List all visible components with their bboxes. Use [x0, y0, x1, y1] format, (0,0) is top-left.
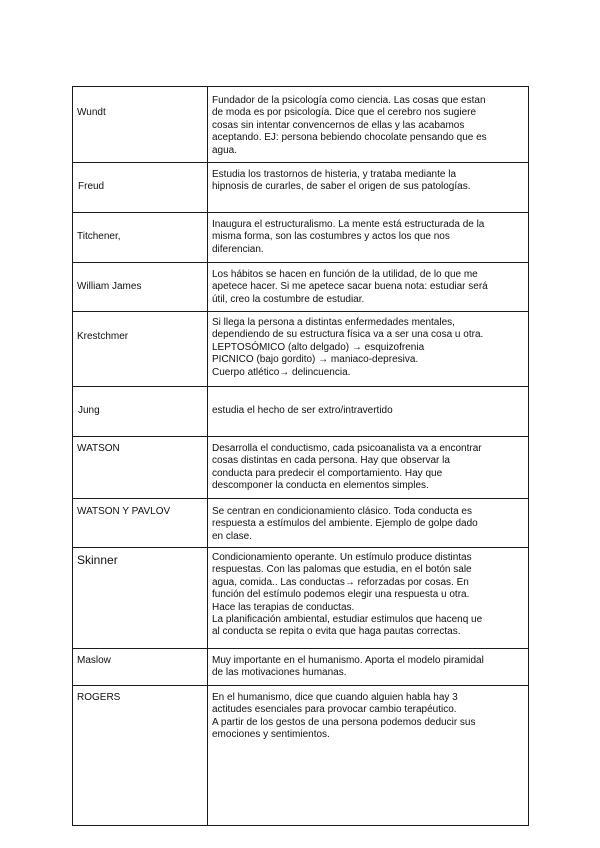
table-row	[73, 499, 529, 548]
description-line: agua.	[212, 144, 238, 156]
author-name: Jung	[78, 405, 100, 416]
description-line: PICNICO (bajo gordito) → maniaco-depresiva.	[212, 354, 419, 366]
name-cell	[73, 213, 208, 263]
description-line: función del estímulo podemos elegir una respuesta u otra.	[212, 589, 470, 601]
name-cell	[73, 548, 208, 649]
table-row	[73, 548, 529, 649]
name-cell	[73, 263, 208, 312]
description-cell	[208, 548, 529, 649]
description-line: Los hábitos se hacen en función de la utilidad, de lo que me	[212, 269, 478, 280]
description-line: En el humanismo, dice que cuando alguien habla hay 3	[212, 692, 458, 703]
author-name: Freud	[78, 181, 105, 192]
description-line: de las motivaciones humanas.	[212, 667, 347, 679]
table-row	[73, 87, 529, 163]
description-cell	[208, 387, 529, 437]
description-line: Se centran en condicionamiento clásico. Toda conducta es	[212, 506, 472, 517]
description-line: Si llega la persona a distintas enfermedades mentales,	[212, 317, 455, 328]
description-cell	[208, 649, 529, 686]
description-line: Condicionamiento operante. Un estímulo produce distintas	[212, 552, 472, 563]
description-line: dependiendo de su estructura física va a ser una cosa u otra.	[212, 329, 484, 341]
table-row	[73, 163, 529, 213]
description-line: conducta para predecir el comportamiento. Hay que	[212, 467, 443, 479]
description-line: A partir de los gestos de una persona podemos deducir sus	[212, 716, 476, 728]
description-line: descomponer la conducta en elementos simples.	[212, 480, 429, 492]
description-line: útil, creo la costumbre de estudiar.	[212, 293, 365, 305]
description-line: de moda es por psicología. Dice que el cerebro nos sugiere	[212, 107, 477, 119]
author-name: WATSON	[77, 443, 120, 454]
author-name: Titchener,	[77, 231, 121, 242]
description-cell	[208, 87, 529, 163]
name-cell	[73, 163, 208, 213]
table-row	[73, 649, 529, 686]
table-row	[73, 437, 529, 499]
description-cell	[208, 312, 529, 387]
author-name: William James	[77, 281, 142, 292]
description-cell	[208, 163, 529, 213]
description-line: Hace las terapias de conductas.	[212, 601, 355, 613]
description-line: cosas distintas en cada persona. Hay que observar la	[212, 455, 450, 467]
description-line: actitudes esenciales para provocar cambio terapéutico.	[212, 704, 457, 716]
description-line: Desarrolla el conductismo, cada psicoanalista va a encontrar	[212, 443, 482, 454]
description-line: La planificación ambiental, estudiar estimulos que hacenq ue	[212, 614, 483, 626]
description-cell	[208, 499, 529, 548]
name-cell	[73, 437, 208, 499]
description-line: respuesta a estímulos del ambiente. Ejemplo de golpe dado	[212, 518, 478, 530]
name-cell	[73, 686, 208, 826]
author-name: Maslow	[77, 655, 111, 666]
psychologists-table	[72, 86, 529, 826]
author-name: Krestchmer	[77, 331, 129, 342]
description-line: al conducta se repita o evita que haga pautas correctas.	[212, 626, 461, 638]
description-line: diferencian.	[212, 243, 264, 255]
description-cell	[208, 263, 529, 312]
name-cell	[73, 499, 208, 548]
description-line: Fundador de la psicología como ciencia. Las cosas que estan	[212, 95, 486, 106]
description-cell	[208, 213, 529, 263]
description-line: Estudia los trastornos de histeria, y trataba mediante la	[212, 169, 457, 180]
description-line: apetece hacer. Si me apetece sacar buena nota: estudiar será	[212, 281, 488, 293]
description-line: Muy importante en el humanismo. Aporta el modelo piramidal	[212, 655, 484, 666]
description-line: Inaugura el estructuralismo. La mente está estructurada de la	[212, 219, 485, 230]
description-cell	[208, 686, 529, 826]
name-cell	[73, 649, 208, 686]
description-line: aceptando. EJ: persona bebiendo chocolate pensando que es	[212, 132, 487, 144]
description-line: agua, comida.. Las conductas→ reforzadas por cosas. En	[212, 576, 469, 588]
author-name: WATSON Y PAVLOV	[77, 506, 171, 517]
description-line: hipnosis de curarles, de saber el origen de sus patologías.	[212, 181, 471, 193]
description-line: emociones y sentimientos.	[212, 729, 330, 741]
table-row	[73, 312, 529, 387]
author-name: Wundt	[77, 107, 106, 118]
table-row	[73, 387, 529, 437]
table-row	[73, 686, 529, 826]
name-cell	[73, 312, 208, 387]
description-line: cosas sin intentar convencernos de ellas y las acabamos	[212, 119, 465, 131]
description-line: respuestas. Con las palomas que estudia, en el botón sale	[212, 564, 472, 576]
description-cell	[208, 437, 529, 499]
description-line: Cuerpo atlético→ delincuencia.	[212, 366, 351, 378]
author-name: Skinner	[77, 553, 118, 567]
description-line: LEPTOSÓMICO (alto delgado) → esquizofrenia	[212, 341, 425, 353]
name-cell	[73, 387, 208, 437]
table-row	[73, 263, 529, 312]
description-line: estudia el hecho de ser extro/intravertido	[212, 405, 393, 416]
name-cell	[73, 87, 208, 163]
description-line: misma forma, son las costumbres y actos los que nos	[212, 231, 450, 243]
table-row	[73, 213, 529, 263]
description-line: en clase.	[212, 530, 253, 542]
author-name: ROGERS	[77, 692, 121, 703]
